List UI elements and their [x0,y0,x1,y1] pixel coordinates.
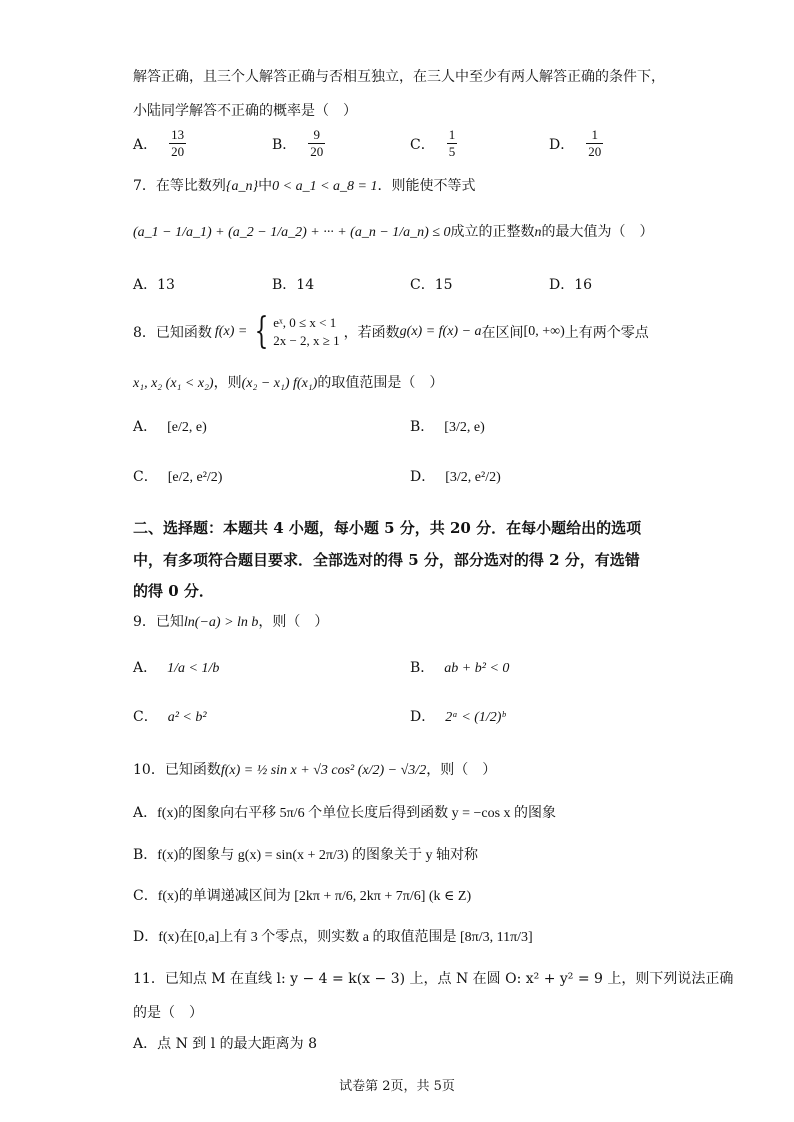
q6-line2: 小陆同学解答不正确的概率是（ ） [133,103,357,119]
q10-option-d: D．f(x)在[0,a]上有 3 个零点，则实数 a 的取值范围是 [8π/3, 11π/3] [133,929,533,945]
section2-line1: 二、选择题：本题共 4 小题，每小题 5 分，共 20 分．在每小题给出的选项 [133,519,642,537]
q7-stem: 7．在等比数列{a_n}中0 < a_1 < a_8 = 1．则能使不等式 [133,178,476,194]
q7-option-c: C．15 [410,277,453,293]
q10-option-c: C．f(x)的单调递减区间为 [2kπ + π/6, 2kπ + 7π/6] (k ∈ Z) [133,888,472,904]
q7-option-d: D．16 [549,277,593,293]
q8-gx: g(x) = f(x) − a [399,324,482,339]
q7-option-b: B．14 [272,277,315,293]
q9-option-b: B． ab + b² < 0 [410,660,510,676]
q8-stem: 8．已知函数 f(x) = { eˣ, 0 ≤ x < 1 2x − 2, x ≥ 1 ，若函数 g(x) = f(x) − a 在区间 [0, +∞) 上有两个零点 [133,311,649,352]
q9-option-a: A． 1/a < 1/b [133,660,220,676]
q10-fx: f(x) = ½ sin x + √3 cos² (x/2) − √3/2 [220,763,427,778]
q8-fx: f(x) = [214,324,248,339]
q11-line1: 11．已知点 M 在直线 l: y − 4 = k(x − 3) 上，点 N 在圆 O: x² + y² = 9 上，则下列说法正确 [133,971,734,987]
q8-option-b: B． [3/2, e) [410,419,485,435]
q8-brace: { [254,311,269,352]
q11-option-a: A．点 N 到 l 的最大距离为 8 [133,1036,318,1052]
q6-line1: 解答正确，且三个人解答正确与否相互独立，在三人中至少有两人解答正确的条件下， [133,69,665,85]
q8-option-d: D． [3/2, e²/2) [410,469,501,485]
q9-option-d: D． 2ᵃ < (1/2)ᵇ [410,709,506,725]
q6-option-b: B． $\frac{9}{20}$ [272,127,324,160]
q11-line2: 的是（ ） [133,1005,203,1021]
q9-stem: 9．已知ln(−a) > ln b，则（ ） [133,614,329,630]
q6-option-d: D． $\frac{1}{20}$ [549,127,602,160]
q8-line2: x₁, x₂ (x₁ < x₂)，则(x₂ − x₁) f(x₁)的取值范围是（ ） [133,375,444,391]
q10-option-a: A．f(x)的图象向右平移 5π/6 个单位长度后得到函数 y = −cos x 的图象 [133,805,557,821]
q9-condition: ln(−a) > ln b [183,615,259,630]
q8-option-c: C． [e/2, e²/2) [133,469,223,485]
q7-inequality: (a_1 − 1/a_1) + (a_2 − 1/a_2) + ··· + (a_n − 1/a_n) ≤ 0 [133,225,451,240]
q8-interval: [0, +∞) [523,324,565,339]
q10-stem: 10．已知函数f(x) = ½ sin x + √3 cos² (x/2) − √3/2，则（ ） [133,762,497,778]
q7-condition: 0 < a_1 < a_8 = 1 [272,179,378,194]
q7-option-a: A．13 [133,277,175,293]
section2-line3: 的得 0 分． [133,582,214,600]
q10-option-b: B．f(x)的图象与 g(x) = sin(x + 2π/3) 的图象关于 y 轴对称 [133,847,479,863]
q9-option-c: C． a² < b² [133,709,207,725]
section2-line2: 中，有多项符合题目要求．全部选对的得 5 分，部分选对的得 2 分，有选错 [133,551,640,569]
page-footer: 试卷第 2页，共 5页 [339,1079,455,1094]
q8-piecewise: eˣ, 0 ≤ x < 1 2x − 2, x ≥ 1 [273,315,340,348]
q7-sequence: {a_n} [225,179,259,194]
q6-option-a: A． $\frac{13}{20}$ [133,127,185,160]
q8-option-a: A． [e/2, e) [133,419,207,435]
q6-option-c: C． $\frac{1}{5}$ [410,127,456,160]
q7-inequality-line: (a_1 − 1/a_1) + (a_2 − 1/a_2) + ··· + (a_n − 1/a_n) ≤ 0成立的正整数n的最大值为（ ） [133,224,654,240]
